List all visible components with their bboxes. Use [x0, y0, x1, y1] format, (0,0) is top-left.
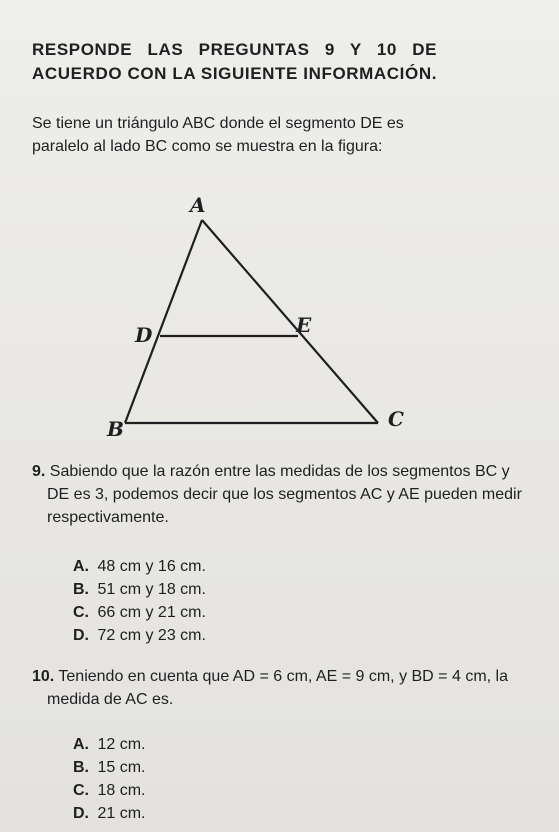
vertex-label-c: C — [388, 407, 404, 431]
option-text: 66 cm y 21 cm. — [97, 604, 206, 621]
option-9d[interactable] — [73, 624, 206, 647]
option-9b[interactable] — [73, 578, 206, 601]
question-9-statement: Sabiendo que la razón entre las medidas de los segmentos BC y DE es 3, podemos decir que los segmentos AC y AE pueden medir respectivamente. — [47, 463, 522, 526]
option-9a[interactable] — [73, 555, 206, 578]
option-9c[interactable] — [73, 601, 206, 624]
question-10 — [32, 665, 532, 711]
intro-line-1: Se tiene un triángulo ABC donde el segmento DE es — [32, 115, 404, 132]
side-ab — [125, 220, 202, 423]
intro-paragraph — [32, 112, 532, 158]
question-10-statement: Teniendo en cuenta que AD = 6 cm, AE = 9 cm, y BD = 4 cm, la medida de AC es. — [47, 668, 508, 708]
option-letter: A. — [73, 736, 89, 753]
vertex-label-e: E — [296, 313, 312, 337]
vertex-label-a: A — [190, 193, 206, 217]
vertex-label-d: D — [135, 323, 153, 347]
triangle-diagram — [90, 190, 430, 440]
option-letter: A. — [73, 558, 89, 575]
option-10d[interactable] — [73, 802, 145, 825]
option-letter: C. — [73, 782, 89, 799]
option-text: 72 cm y 23 cm. — [97, 627, 206, 644]
option-letter: C. — [73, 604, 89, 621]
question-9-number: 9. — [32, 463, 46, 480]
question-9-text — [32, 460, 532, 529]
vertex-label-b: B — [107, 417, 124, 440]
option-10c[interactable] — [73, 779, 145, 802]
option-letter: D. — [73, 805, 89, 822]
question-10-options — [73, 733, 145, 825]
question-9-options — [73, 555, 206, 647]
option-text: 15 cm. — [97, 759, 146, 776]
option-10b[interactable] — [73, 756, 145, 779]
question-10-text — [32, 665, 532, 711]
question-10-number: 10. — [32, 668, 55, 685]
intro-line-2: paralelo al lado BC como se muestra en la figura: — [32, 138, 383, 155]
header-line-2: ACUERDO CON LA SIGUIENTE INFORMACIÓN. — [32, 64, 438, 83]
side-ac — [202, 220, 378, 423]
option-text: 12 cm. — [97, 736, 146, 753]
header-line-1: RESPONDE LAS PREGUNTAS 9 Y 10 DE — [32, 40, 438, 59]
triangle-figure — [90, 190, 430, 440]
question-9 — [32, 460, 532, 529]
option-letter: B. — [73, 759, 89, 776]
option-10a[interactable] — [73, 733, 145, 756]
option-text: 18 cm. — [97, 782, 146, 799]
option-text: 51 cm y 18 cm. — [97, 581, 206, 598]
option-letter: B. — [73, 581, 89, 598]
option-letter: D. — [73, 627, 89, 644]
option-text: 21 cm. — [97, 805, 146, 822]
section-header — [32, 38, 532, 86]
option-text: 48 cm y 16 cm. — [97, 558, 206, 575]
